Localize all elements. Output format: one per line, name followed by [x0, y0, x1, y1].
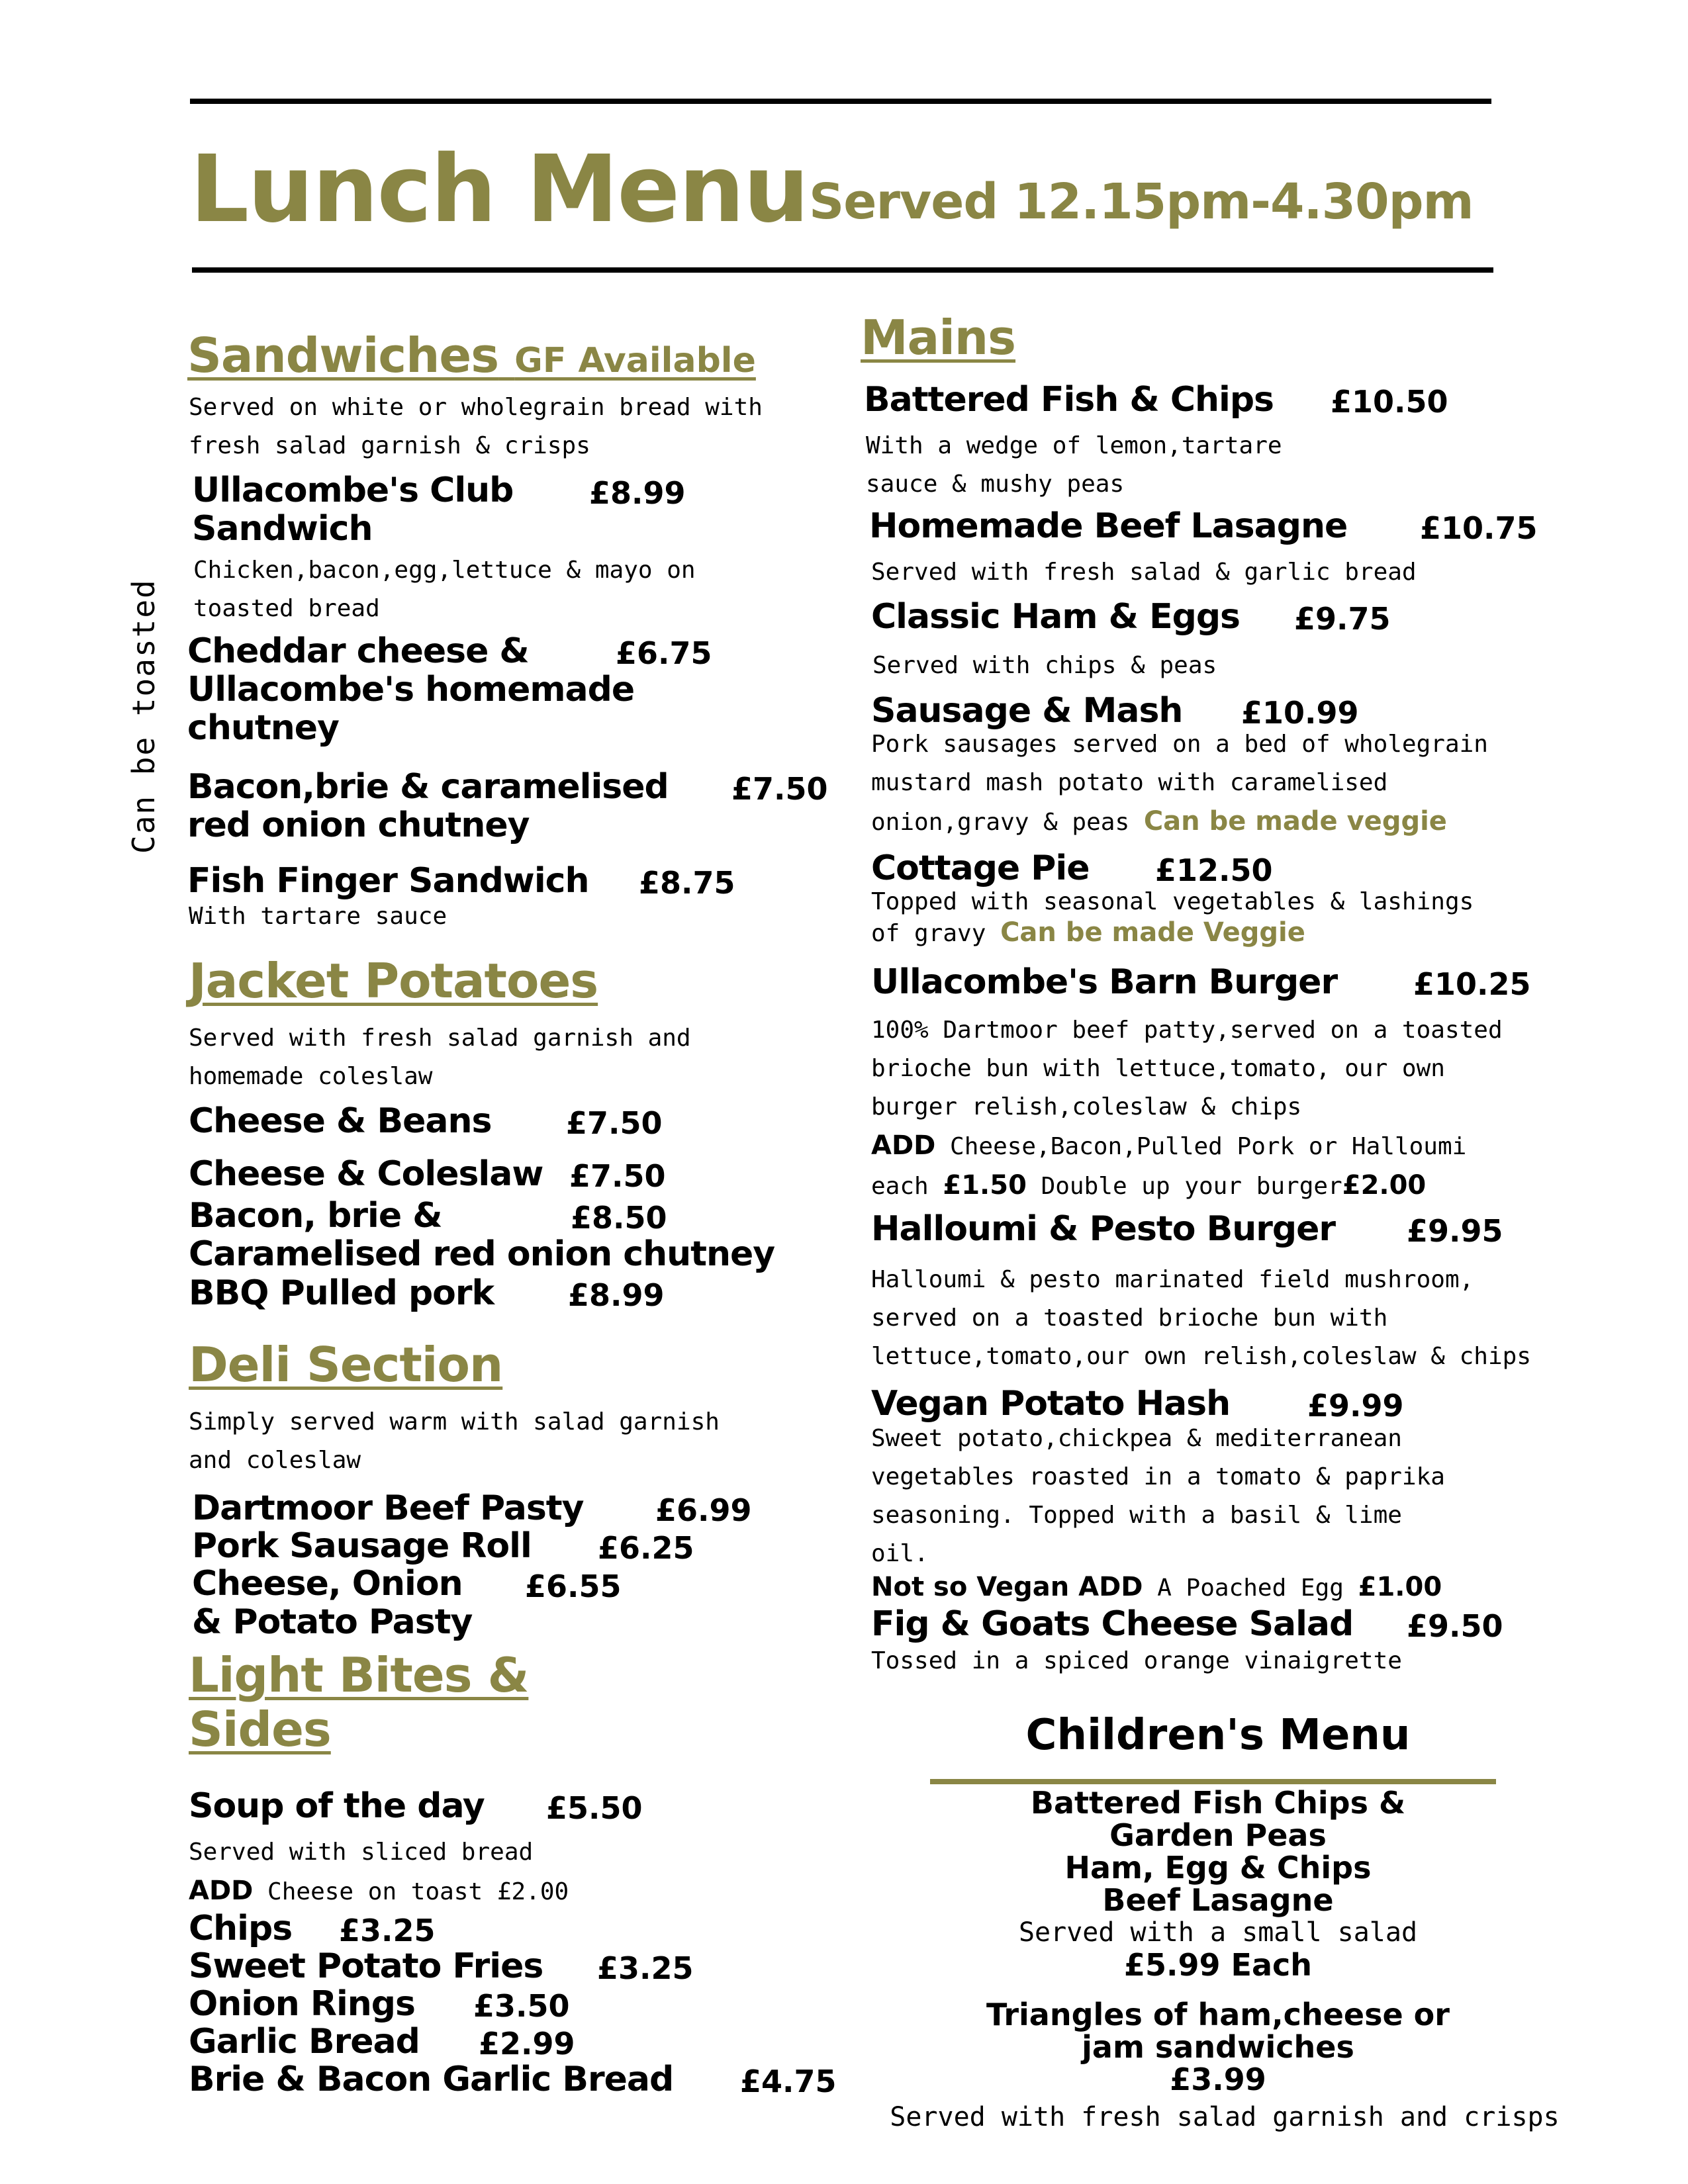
vegan-hash-description: Sweet potato,chickpea & mediterranean vegetables roasted in a tomato & paprika seasoning. Topped with a basil & lime oil.	[871, 1425, 1445, 1567]
childrens-triangles-price: £3.99	[1170, 2062, 1266, 2097]
menu-item-fish-chips: Battered Fish & Chips	[864, 380, 1274, 420]
cottage-pie-description: Topped with seasonal vegetables & lashings of gravy Can be made Veggie	[871, 888, 1474, 948]
price-cheddar-chutney: £6.75	[616, 635, 712, 671]
barn-burger-description: 100% Dartmoor beef patty,served on a toasted brioche bun with lettuce,tomato, our own burger relish,coleslaw & chips ADD Cheese,Bacon,Pulled Pork or Halloumi each £1.50 Double up your burger£2.00	[871, 1017, 1503, 1201]
menu-item-bacon-brie-jacket: Bacon, brie & Caramelised red onion chutney	[189, 1196, 775, 1274]
section-heading-mains: Mains	[861, 310, 1016, 365]
veggie-note: Can be made Veggie	[1000, 917, 1305, 948]
childrens-each-price: £5.99 Each	[1124, 1947, 1312, 1983]
menu-item-beef-pasty: Dartmoor Beef Pasty	[192, 1488, 584, 1528]
menu-item-chips: Chips	[189, 1909, 293, 1948]
side-note-toasted: Can be toasted	[126, 578, 162, 854]
price-brie-bacon-garlic-bread: £4.75	[740, 2064, 837, 2099]
menu-item-soup: Soup of the day	[189, 1786, 485, 1826]
childrens-menu-items: Battered Fish Chips & Garden Peas Ham, Egg & Chips Beef Lasagne	[1030, 1785, 1406, 1918]
menu-item-onion-rings: Onion Rings	[189, 1984, 415, 2024]
price-club-sandwich: £8.99	[589, 475, 686, 511]
price-ham-eggs: £9.75	[1294, 601, 1391, 637]
sandwiches-description: Served on white or wholegrain bread with fresh salad garnish & crisps	[189, 394, 763, 459]
price-cheese-coleslaw: £7.50	[569, 1158, 666, 1194]
halloumi-burger-description: Halloumi & pesto marinated field mushroom, served on a toasted brioche bun with lettuce,tomato,our own relish,coleslaw & chips	[871, 1266, 1531, 1370]
section-heading-childrens-menu: Children's Menu	[1025, 1711, 1411, 1760]
childrens-menu-rule	[930, 1779, 1496, 1784]
vegan-hash-add-line: Not so Vegan ADD A Poached Egg £1.00	[871, 1572, 1442, 1602]
lasagne-description: Served with fresh salad & garlic bread	[871, 559, 1417, 586]
jacket-description: Served with fresh salad garnish and homemade coleslaw	[189, 1024, 691, 1090]
club-sandwich-description: Chicken,bacon,egg,lettuce & mayo on toasted bread	[193, 557, 696, 622]
section-heading-jacket-potatoes: Jacket Potatoes	[189, 953, 598, 1009]
menu-item-club-sandwich: Ullacombe's Club Sandwich	[192, 471, 514, 549]
deli-description: Simply served warm with salad garnish and coleslaw	[189, 1408, 720, 1474]
price-bbq-pulled-pork: £8.99	[568, 1277, 665, 1313]
childrens-triangles: Triangles of ham,cheese or jam sandwiches	[986, 1997, 1450, 2065]
menu-item-sweet-potato-fries: Sweet Potato Fries	[189, 1946, 543, 1986]
header-bottom-rule	[192, 267, 1493, 273]
menu-item-fig-goats-salad: Fig & Goats Cheese Salad	[871, 1604, 1354, 1644]
price-cottage-pie: £12.50	[1155, 852, 1273, 888]
price-sweet-potato-fries: £3.25	[597, 1950, 694, 1986]
menu-item-cheese-coleslaw: Cheese & Coleslaw	[189, 1154, 543, 1194]
menu-item-bacon-brie: Bacon,brie & caramelised red onion chutney	[187, 767, 669, 845]
price-sausage-mash: £10.99	[1241, 695, 1359, 731]
price-cheese-onion-pasty: £6.55	[525, 1569, 622, 1604]
fig-goats-salad-description: Tossed in a spiced orange vinaigrette	[871, 1647, 1402, 1674]
add-label: ADD	[871, 1130, 936, 1161]
gf-available-note: GF Available	[514, 341, 756, 381]
menu-item-fish-finger-sandwich: Fish Finger Sandwich	[187, 861, 589, 901]
menu-item-cheese-beans: Cheese & Beans	[189, 1101, 492, 1141]
soup-description: Served with sliced bread	[189, 1839, 534, 1866]
price-lasagne: £10.75	[1420, 510, 1538, 546]
price-fig-goats-salad: £9.50	[1407, 1608, 1503, 1644]
sausage-mash-description: Pork sausages served on a bed of wholegrain mustard mash potato with caramelised onion,gravy & peas Can be made veggie	[871, 731, 1488, 837]
menu-item-cheese-onion-pasty: Cheese, Onion & Potato Pasty	[192, 1564, 473, 1642]
price-soup: £5.50	[546, 1790, 643, 1826]
veggie-note: Can be made veggie	[1143, 806, 1447, 837]
page-title: Lunch Menu	[190, 136, 808, 244]
section-heading-light-bites: Light Bites & Sides	[189, 1647, 529, 1757]
add-label: Not so Vegan ADD	[871, 1572, 1143, 1602]
menu-item-halloumi-burger: Halloumi & Pesto Burger	[871, 1209, 1336, 1249]
price-garlic-bread: £2.99	[479, 2026, 575, 2062]
soup-add-line: ADD Cheese on toast £2.00	[189, 1876, 569, 1906]
price-onion-rings: £3.50	[473, 1988, 570, 2024]
price-halloumi-burger: £9.95	[1407, 1213, 1503, 1249]
fish-chips-description: With a wedge of lemon,tartare sauce & mushy peas	[866, 432, 1282, 498]
price-sausage-roll: £6.25	[598, 1530, 694, 1566]
price-fish-chips: £10.50	[1331, 384, 1448, 420]
childrens-footer-note: Served with fresh salad garnish and crisps	[890, 2102, 1560, 2132]
fish-finger-description: With tartare sauce	[189, 903, 447, 930]
price-vegan-hash: £9.99	[1307, 1388, 1404, 1424]
menu-item-cheddar-chutney: Cheddar cheese & Ullacombe's homemade chutney	[187, 631, 635, 748]
menu-item-ham-eggs: Classic Ham & Eggs	[871, 597, 1240, 637]
menu-item-sausage-roll: Pork Sausage Roll	[192, 1526, 532, 1566]
childrens-served-note: Served with a small salad	[1018, 1917, 1418, 1948]
top-rule	[190, 99, 1491, 104]
price-chips: £3.25	[339, 1913, 436, 1948]
menu-item-cottage-pie: Cottage Pie	[871, 848, 1090, 888]
price-bacon-brie: £7.50	[731, 771, 828, 807]
menu-item-lasagne: Homemade Beef Lasagne	[869, 506, 1348, 546]
price-cheese-beans: £7.50	[566, 1105, 663, 1141]
price-barn-burger: £10.25	[1413, 966, 1531, 1002]
menu-item-barn-burger: Ullacombe's Barn Burger	[871, 962, 1338, 1002]
price-beef-pasty: £6.99	[655, 1492, 752, 1528]
add-label: ADD	[189, 1876, 254, 1906]
price-fish-finger-sandwich: £8.75	[639, 865, 735, 901]
menu-item-garlic-bread: Garlic Bread	[189, 2022, 420, 2062]
menu-item-sausage-mash: Sausage & Mash	[871, 691, 1183, 731]
section-heading-deli: Deli Section	[189, 1337, 503, 1392]
menu-item-brie-bacon-garlic-bread: Brie & Bacon Garlic Bread	[189, 2060, 674, 2099]
section-heading-sandwiches: Sandwiches GF Available	[187, 328, 756, 383]
menu-item-vegan-hash: Vegan Potato Hash	[871, 1384, 1231, 1424]
ham-eggs-description: Served with chips & peas	[872, 652, 1217, 679]
page-subtitle: Served 12.15pm-4.30pm	[809, 173, 1474, 230]
menu-item-bbq-pulled-pork: BBQ Pulled pork	[189, 1273, 494, 1313]
price-bacon-brie-jacket: £8.50	[571, 1200, 667, 1236]
